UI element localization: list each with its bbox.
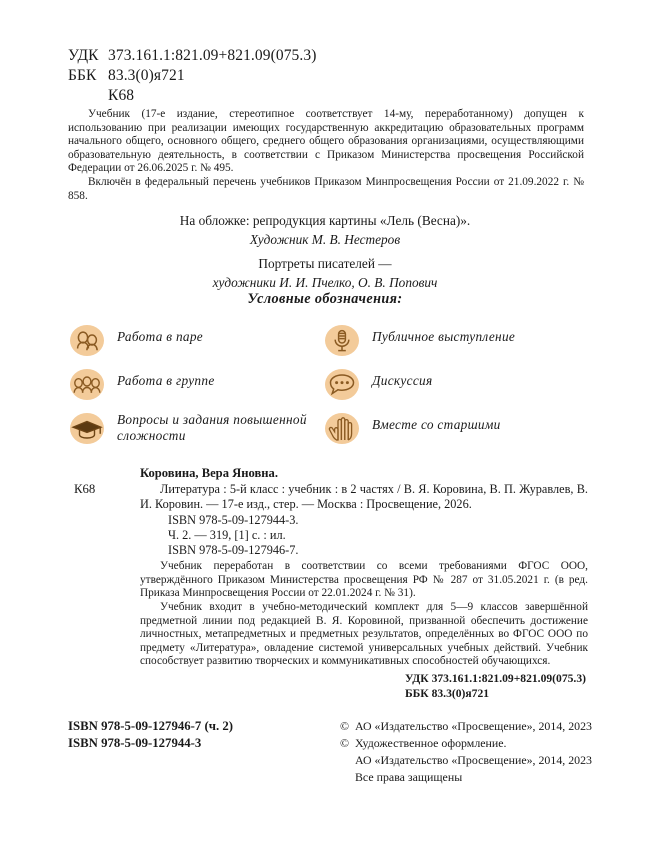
copyright-symbol-icon-2: © (340, 736, 350, 750)
udk-value: 373.161.1:821.09+821.09(075.3) (108, 47, 317, 64)
copyright-row-rights (340, 769, 592, 786)
bbk-repeat: ББК 83.3(0)я721 (404, 686, 490, 700)
copyright-design-publisher-text: АО «Издательство «Просвещение», 2014, 2023 (355, 753, 592, 767)
speech-bubble-icon (325, 369, 359, 400)
udk-repeat: УДК 373.161.1:821.09+821.09(075.3) (404, 672, 586, 685)
graduation-cap-icon (70, 413, 104, 444)
classification-block (68, 46, 317, 106)
biblio-isbn-part: ISBN 978-5-09-127946-7. (168, 543, 299, 558)
legend-label-public-speaking: Публичное выступление (372, 329, 516, 344)
biblio-part-info: Ч. 2. — 319, [1] с. : ил. (168, 527, 286, 542)
rights-reserved-text: Все права защищены (355, 770, 463, 784)
portraits-artists: художники И. И. Пчелко, О. В. Попович (212, 274, 438, 290)
microphone-icon (325, 325, 359, 356)
biblio-isbn-set: ISBN 978-5-09-127944-3. (168, 512, 299, 527)
legend-column-right (325, 324, 590, 456)
bbk-value: 83.3(0)я721 (108, 67, 185, 84)
copyright-row-design-cont (340, 752, 592, 769)
bbk-label: ББК (68, 67, 97, 84)
legend-item-work-in-pair (70, 324, 325, 356)
copyright-row-design (340, 735, 592, 752)
footer-isbn-set: ISBN 978-5-09-127944-3 (68, 736, 202, 750)
approval-statement (68, 108, 584, 204)
legend-item-with-elders (325, 412, 590, 444)
legend-label-discussion: Дискуссия (372, 373, 433, 388)
legend-label-work-in-group: Работа в группе (117, 373, 215, 388)
two-heads-icon (70, 325, 104, 356)
biblio-description: Литература : 5-й класс : учебник : в 2 частях / В. Я. Коровина, В. П. Журавлев, В. И. Коровин. — 17-е изд., стер. — Москва : Просвещение, 2026. (140, 482, 588, 512)
legend-item-work-in-group (70, 368, 325, 400)
legend-label-advanced-tasks: Вопросы и задания повышенной сложности (117, 412, 307, 443)
two-hands-icon (325, 413, 359, 444)
copyright-row-publisher (340, 718, 592, 735)
legend-item-discussion (325, 368, 590, 400)
footer-isbn-part: ISBN 978-5-09-127946-7 (ч. 2) (68, 719, 234, 733)
biblio-author: Коровина, Вера Яновна. (140, 466, 278, 480)
bbk-row (68, 66, 317, 86)
footer-isbn-block (68, 718, 233, 752)
legend-label-with-elders: Вместе со старшими (372, 417, 501, 432)
footer-copyright-block (340, 718, 592, 786)
bibliographic-record (68, 466, 588, 669)
portraits-label: Портреты писателей — (258, 256, 392, 271)
biblio-shelf-mark: К68 (74, 482, 96, 497)
biblio-notes (140, 560, 588, 669)
legend-title: Условные обозначения: (247, 291, 403, 307)
copyright-publisher-text: АО «Издательство «Просвещение», 2014, 2023 (355, 719, 592, 733)
legend-item-advanced-tasks (70, 412, 325, 444)
approval-paragraph-1: Учебник (17-е издание, стереотипное соответствует 14-му, переработанному) допущен к использованию при реализации имеющих государственную аккредитацию образовательных программ начального общего, основного общего, среднего общего образования организациями, осуществляющими образовательную деятельность, в соответствии с Приказом Министерства просвещения Российской Федерации от 26.06.2025 г. № 495. (68, 108, 584, 175)
legend-column-left (70, 324, 325, 456)
biblio-note-2: Учебник входит в учебно-методический комплект для 5—9 классов завершённой предметной линии под редакцией В. Я. Коровиной, призванной обеспечить достижение личностных, метапредметных и предметных результатов, определённых во ФГОС ООО по предмету «Литература», овладение системой универсальных учебных действий. Учебник способствует развитию творческих и коммуникативных способностей обучающихся. (140, 601, 588, 668)
shelf-mark-row (68, 86, 317, 106)
legend-item-public-speaking (325, 324, 590, 356)
cover-artwork-line: На обложке: репродукция картины «Лель (Весна)». (179, 213, 471, 228)
legend-label-work-in-pair: Работа в паре (117, 329, 204, 344)
copyright-symbol-icon: © (340, 719, 350, 733)
udk-row (68, 46, 317, 66)
copyright-design-text: Художественное оформление. (355, 736, 507, 750)
classification-repeat (405, 672, 586, 701)
three-heads-icon (70, 369, 104, 400)
biblio-body (68, 482, 588, 558)
biblio-note-1: Учебник переработан в соответствии со всеми требованиями ФГОС ООО, утверждённого Приказом Министерства просвещения РФ № 287 от 31.05.2021 г. (в ред. Приказа Минпросвещения России от 22.01.2024 г. № 31). (140, 560, 588, 600)
shelf-mark: К68 (108, 87, 135, 104)
approval-paragraph-2: Включён в федеральный перечень учебников Приказом Минпросвещения России от 21.09.2022 г. № 858. (68, 176, 584, 203)
cover-credits (0, 212, 650, 292)
udk-label: УДК (68, 47, 99, 64)
cover-artist-line: Художник М. В. Нестеров (249, 231, 401, 247)
